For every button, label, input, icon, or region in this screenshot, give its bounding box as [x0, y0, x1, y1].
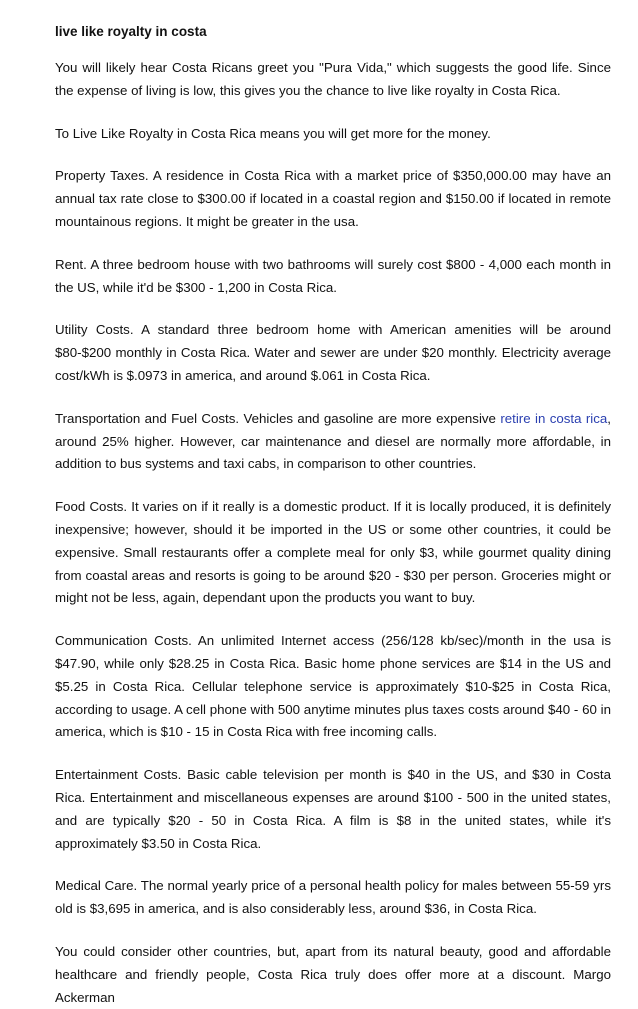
document-title: live like royalty in costa: [55, 24, 207, 39]
paragraph-food-costs: Food Costs. It varies on if it really is a domestic product. If it is locally produced, it is definitely inexpensive; however, should it be imported in the US or some other countries, it could be expensive. Small restaurants offer a complete meal for only $3, while gourmet quality dining from coastal areas and resorts is going to be around $20 - $30 per person. Groceries might or might not be less, again, dependant upon the products you want to buy.: [55, 499, 611, 606]
paragraph-transportation: [55, 408, 611, 476]
paragraph-rent: Rent. A three bedroom house with two bathrooms will surely cost $800 - 4,000 each month in the US, while it'd be $300 - 1,200 in Costa Rica.: [55, 256, 611, 295]
paragraph-summary: To Live Like Royalty in Costa Rica means you will get more for the money.: [55, 125, 491, 141]
paragraph-entertainment-costs: Entertainment Costs. Basic cable television per month is $40 in the US, and $30 in Costa Rica. Entertainment and miscellaneous expenses are around $100 - 500 in the united states, and are typically $20 - 50 in Costa Rica. A film is $8 in the united states, while it's approximately $3.50 in Costa Rica.: [55, 767, 611, 851]
transportation-text-start: Transportation and Fuel Costs. Vehicles and gasoline are more expensive: [55, 410, 501, 426]
paragraph-conclusion: You could consider other countries, but, apart from its natural beauty, good and affordable healthcare and friendly people, Costa Rica truly does offer more at a discount. Margo Ackerman: [55, 943, 611, 1005]
transportation-text-end: , around 25% higher. However, car maintenance and diesel are normally more affordable, in addition to bus systems and taxi cabs, in comparison to other countries.: [55, 410, 611, 472]
retire-in-costa-rica-link[interactable]: retire in costa rica: [500, 410, 608, 426]
paragraph-communication-costs: Communication Costs. An unlimited Internet access (256/128 kb/sec)/month in the usa is $47.90, while only $28.25 in Costa Rica. Basic home phone services are $14 in the US and $5.25 in Costa Rica. Cellular telephone service is approximately $10-$25 in Costa Rica, according to usage. A cell phone with 500 anytime minutes plus taxes costs around $40 - 60 in america, which is $10 - 15 in Costa Rica with free incoming calls.: [55, 633, 611, 740]
paragraph-intro: You will likely hear Costa Ricans greet you "Pura Vida," which suggests the good life. Since the expense of living is low, this gives you the chance to live like royalty in Costa Rica.: [55, 60, 611, 98]
paragraph-utility-costs: Utility Costs. A standard three bedroom home with American amenities will be around $80-$200 monthly in Costa Rica. Water and sewer are under $20 monthly. Electricity average cost/kWh is $.0973 in america, and around $.061 in Costa Rica.: [55, 322, 611, 383]
paragraph-property-taxes: Property Taxes. A residence in Costa Rica with a market price of $350,000.00 may have an annual tax rate close to $300.00 if located in a coastal region and $150.00 if located in remote mountainous regions. It might be greater in the usa.: [55, 168, 611, 229]
paragraph-medical-care: Medical Care. The normal yearly price of a personal health policy for males between 55-59 yrs old is $3,695 in america, and is also considerably less, around $36, in Costa Rica.: [55, 878, 611, 917]
